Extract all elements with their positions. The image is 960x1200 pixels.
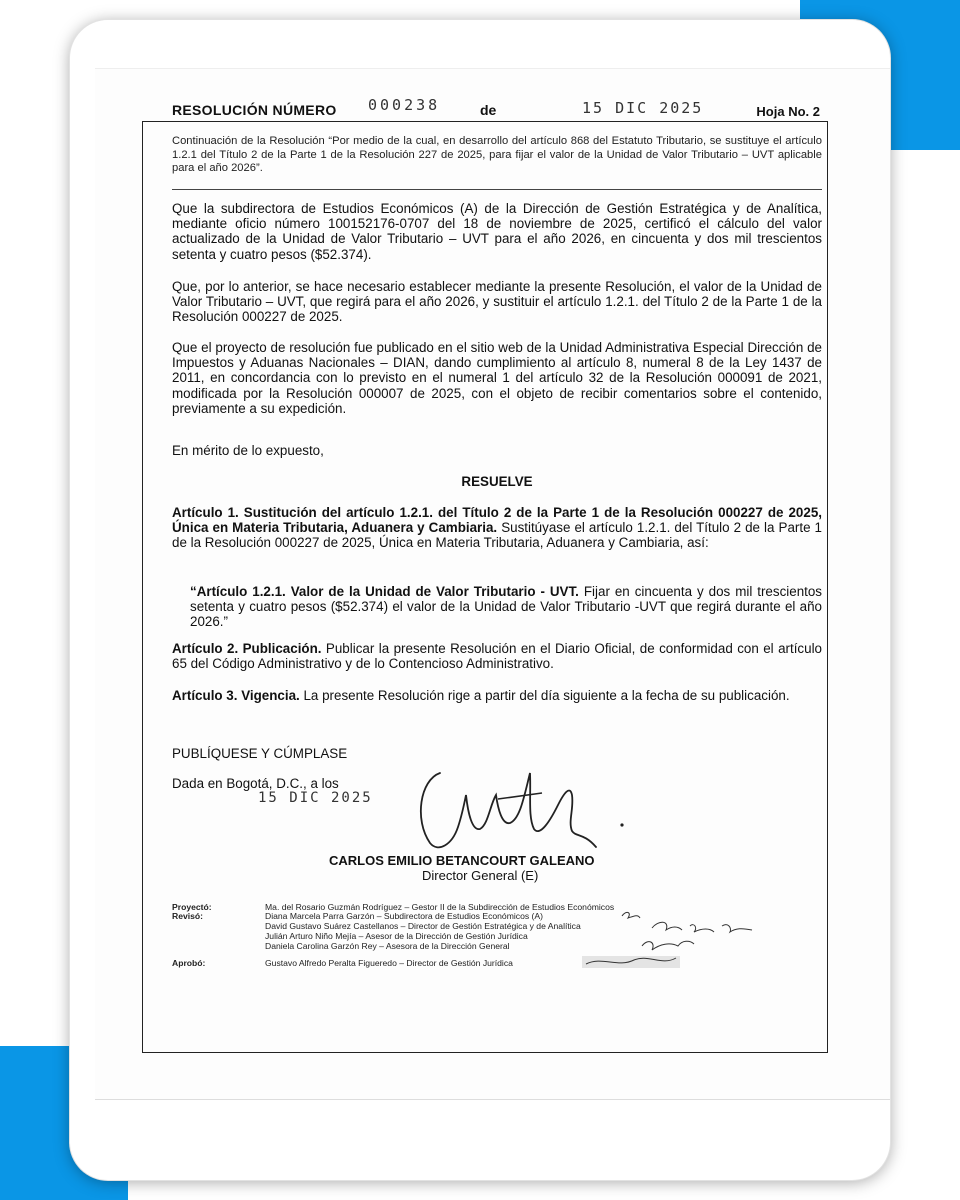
director-signature xyxy=(400,765,640,860)
article-3 xyxy=(172,688,822,703)
credit-aprobo-label: Aprobó: xyxy=(172,958,206,968)
paragraph-considerando-3: Que el proyecto de resolución fue publicado en el sitio web de la Unidad Administrativa Especial Dirección de Impuestos y Aduanas Nacionales – DIAN, dando cumplimiento al artículo 8, numeral 8 de la Ley 1437 de 2011, en concordancia con lo previsto en el numeral 1 del artículo 32 de la Resolución 000091 de 2021, modificada por la Resolución 000007 de 2025, con el objeto de recibir comentarios sobre el contenido, previamente a su expedición. xyxy=(172,340,822,416)
article-1 xyxy=(172,505,822,551)
header-date-stamp: 15 DIC 2025 xyxy=(582,99,704,117)
article-1-heading: Artículo 1. Sustitución del artículo 1.2.1. del Título 2 de la Parte 1 de la Resolución 000227 de 2025, Única en Materia Tributaria, Aduanera y Cambiaria. xyxy=(172,505,822,536)
header-divider xyxy=(172,189,822,190)
continuation-note: Continuación de la Resolución “Por medio de la cual, en desarrollo del artículo 868 del Estatuto Tributario, se sustituye el artículo 1.2.1 del Título 2 de la Parte 1 de la Resolución 227 de 2025, para fijar el valor de la Unidad de Valor Tributario – UVT aplicable para el año 2026”. xyxy=(172,135,822,174)
resuelve-heading: RESUELVE xyxy=(461,474,533,489)
credit-reviso-text-4: Daniela Carolina Garzón Rey – Asesora de la Dirección General xyxy=(265,941,510,951)
resolution-number-stamp: 000238 xyxy=(368,96,441,114)
paragraph-considerando-2: Que, por lo anterior, se hace necesario establecer mediante la presente Resolución, el valor de la Unidad de Valor Tributario – UVT, que regirá para el año 2026, y sustituir el artículo 1.2.1. del Título 2 de la Parte 1 de la Resolución 000227 de 2025. xyxy=(172,279,822,325)
resolution-label: RESOLUCIÓN NÚMERO xyxy=(172,102,337,118)
article-1-quote xyxy=(190,584,822,630)
publiquese-line: PUBLÍQUESE Y CÚMPLASE xyxy=(172,746,348,761)
reviewer-initials xyxy=(582,906,762,970)
article-3-text: La presente Resolución rige a partir del día siguiente a la fecha de su publicación. xyxy=(299,688,790,703)
article-2-heading: Artículo 2. Publicación. xyxy=(172,641,322,656)
article-3-heading: Artículo 3. Vigencia. xyxy=(172,688,300,703)
quote-text: Fijar en cincuenta y dos mil trescientos setenta y cuatro pesos ($52.374) el valor de la Unidad de Valor Tributario -UVT que regirá durante el año 2026.” xyxy=(190,584,823,630)
signer-name: CARLOS EMILIO BETANCOURT GALEANO xyxy=(329,853,595,868)
document-header xyxy=(172,96,820,124)
credit-proyecto-label: Proyectó: xyxy=(172,902,212,912)
article-2-text: Publicar la presente Resolución en el Diario Oficial, de conformidad con el artículo 65 del Código Administrativo y de lo Contencioso Administrativo. xyxy=(172,641,822,672)
paragraph-considerando-1: Que la subdirectora de Estudios Económicos (A) de la Dirección de Gestión Estratégica y de Analítica, mediante oficio número 100152176-0707 del 18 de noviembre de 2025, certificó el cálculo del valor actualizado de la Unidad de Valor Tributario – UVT para el año 2026, en cincuenta y dos mil trescientos setenta y cuatro pesos ($52.374). xyxy=(172,201,822,262)
quote-heading: “Artículo 1.2.1. Valor de la Unidad de Valor Tributario - UVT. xyxy=(190,584,579,599)
closing-date-stamp: 15 DIC 2025 xyxy=(258,790,373,806)
credit-reviso-text-1: Diana Marcela Parra Garzón – Subdirectora de Estudios Económicos (A) xyxy=(265,911,543,921)
credit-proyecto-text: Ma. del Rosario Guzmán Rodríguez – Gestor II de la Subdirección de Estudios Económicos xyxy=(265,902,615,912)
page-number: Hoja No. 2 xyxy=(756,104,820,119)
article-1-text: Sustitúyase el artículo 1.2.1. del Título 2 de la Parte 1 de la Resolución 000227 de 2025, Única en Materia Tributaria, Aduanera y Cambiaria, así: xyxy=(172,520,823,551)
article-2 xyxy=(172,641,822,671)
credit-aprobo-text: Gustavo Alfredo Peralta Figueredo – Director de Gestión Jurídica xyxy=(265,958,513,968)
header-de: de xyxy=(480,102,497,118)
signer-role: Director General (E) xyxy=(422,868,539,883)
credit-reviso-text-3: Julián Arturo Niño Mejía – Asesor de la Dirección de Gestión Jurídica xyxy=(265,931,528,941)
paragraph-merito: En mérito de lo expuesto, xyxy=(172,443,324,458)
credit-reviso-label: Revisó: xyxy=(172,911,204,921)
dada-line: Dada en Bogotá, D.C., a los xyxy=(172,776,339,791)
credit-reviso-text-2: David Gustavo Suárez Castellanos – Director de Gestión Estratégica y de Analítica xyxy=(265,921,581,931)
